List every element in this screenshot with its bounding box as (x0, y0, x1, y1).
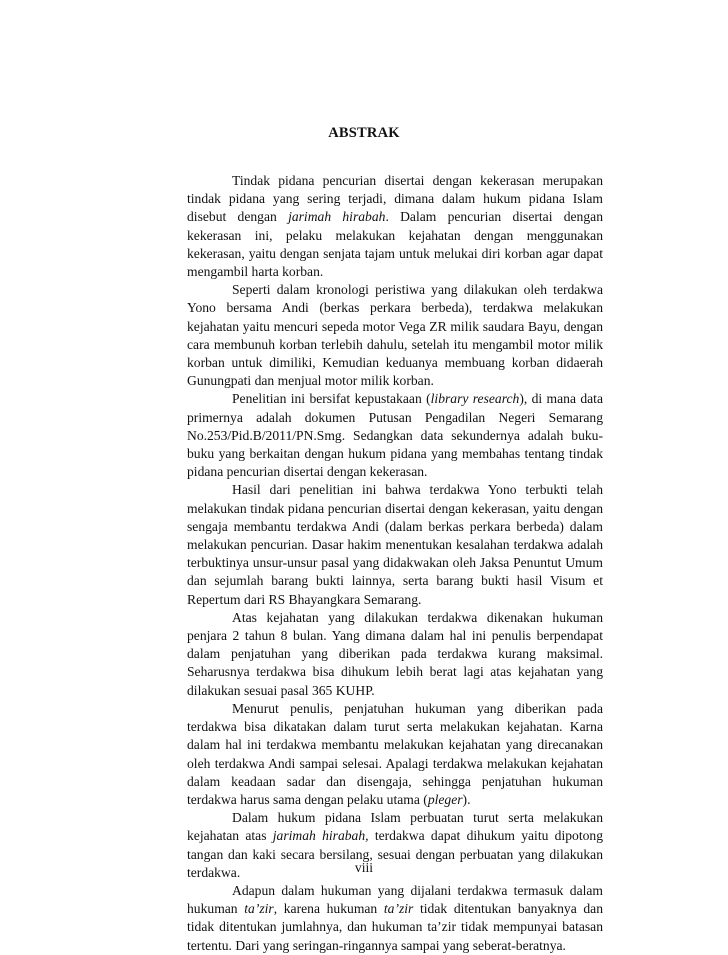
paragraph-text: Hasil dari penelitian ini bahwa terdakwa Yono terbukti telah melakukan tindak pidana pencurian disertai dengan kekerasan, yaitu dengan sengaja membantu terdakwa Andi (dalam berkas perkara berbeda) dalam melakukan pencurian. Dasar hakim menentukan kesalahan terdakwa adalah terbuktinya unsur-unsur pasal yang didakwakan oleh Jaksa Penuntut Umum dan sejumlah barang bukti lainnya, serta barang bukti hasil Visum et Repertum dari RS Bhayangkara Semarang. (187, 482, 603, 607)
paragraph-2 (187, 281, 603, 390)
paragraph-6 (187, 700, 603, 809)
italic-term: library research (430, 391, 520, 407)
paragraph-text: ). (462, 791, 471, 807)
abstract-body (187, 172, 603, 955)
page-number: viii (354, 860, 374, 875)
paragraph-text: Seperti dalam kronologi peristiwa yang dilakukan oleh terdakwa Yono bersama Andi (berkas perkara berbeda), terdakwa melakukan kejahatan yaitu mencuri sepeda motor Vega ZR milik saudara Bayu, dengan cara membunuh korban terlebih dahulu, setelah itu mengambil motor milik korban untuk dimiliki, Kemudian keduanya membuang korban didaerah Gunungpati dan menjual motor milik korban. (187, 282, 603, 389)
paragraph-text: Atas kejahatan yang dilakukan terdakwa dikenakan hukuman penjara 2 tahun 8 bulan. Yang dimana dalam hal ini penulis berpendapat dalam penjatuhan yang diberikan pada terdakwa kurang maksimal. Seharusnya terdakwa bisa dihukum lebih berat lagi atas kejahatan yang dilakukan sesuai pasal 365 KUHP. (187, 609, 603, 698)
italic-term: jarimah hirabah (288, 209, 386, 225)
paragraph-8 (187, 882, 603, 955)
paragraph-text: . Dalam pencurian disertai dengan kekerasan ini, pelaku melakukan kejahatan dengan menggunakan kekerasan, yaitu dengan senjata tajam untuk melukai diri korban agar dapat mengambil harta korban. (187, 209, 603, 280)
italic-term: jarimah hirabah, (272, 828, 369, 844)
paragraph-text: terdakwa dapat dihukum yaitu dipotong tangan dan kaki secara bersilang, sesuai dengan perbuatan yang dilakukan terdakwa. (187, 828, 603, 880)
paragraph-text: Adapun dalam hukuman yang dijalani terdakwa termasuk dalam hukuman (187, 882, 603, 917)
paragraph-1 (187, 172, 603, 281)
paragraph-text: ), di mana data primernya adalah dokumen Putusan Pengadilan Negeri Semarang No.253/Pid.B/2011/PN.Smg. Sedangkan data sekundernya adalah buku-buku yang berkaitan dengan hukum pidana yang membahas tentang tindak pidana pencurian disertai dengan kekerasan. (187, 391, 603, 480)
paragraph-5 (187, 609, 603, 700)
page-title: ABSTRAK (328, 125, 400, 141)
italic-term: ta’zir (244, 901, 274, 917)
italic-term: ta’zir (383, 901, 414, 917)
paragraph-text: Menurut penulis, penjatuhan hukuman yang diberikan pada terdakwa bisa dikatakan dalam turut serta melakukan kejahatan. Karna dalam hal ini terdakwa membantu melakukan kejahatan yang direcanakan oleh terdakwa Andi sampai selesai. Apalagi terdakwa melakukan kejahatan dalam keadaan sadar dan disengaja, sehingga penjatuhan hukuman terdakwa harus sama dengan pelaku utama ( (187, 700, 603, 807)
paragraph-text: Penelitian ini bersifat kepustakaan ( (232, 391, 431, 407)
paragraph-text: tidak ditentukan banyaknya dan tidak ditentukan jumlahnya, dan hukuman ta’zir tidak mempunyai batasan tertentu. Dari yang seringan-ringannya sampai yang seberat-beratnya. (187, 901, 603, 953)
paragraph-text: Dalam hukum pidana Islam perbuatan turut serta melakukan kejahatan atas (187, 810, 603, 844)
paragraph-4 (187, 481, 603, 608)
italic-term: pleger (427, 791, 463, 807)
paragraph-text: Tindak pidana pencurian disertai dengan kekerasan merupakan tindak pidana yang sering terjadi, dimana dalam hukum pidana Islam disebut dengan (187, 173, 603, 225)
paragraph-3 (187, 390, 603, 481)
paragraph-text: , karena hukuman (273, 901, 384, 917)
